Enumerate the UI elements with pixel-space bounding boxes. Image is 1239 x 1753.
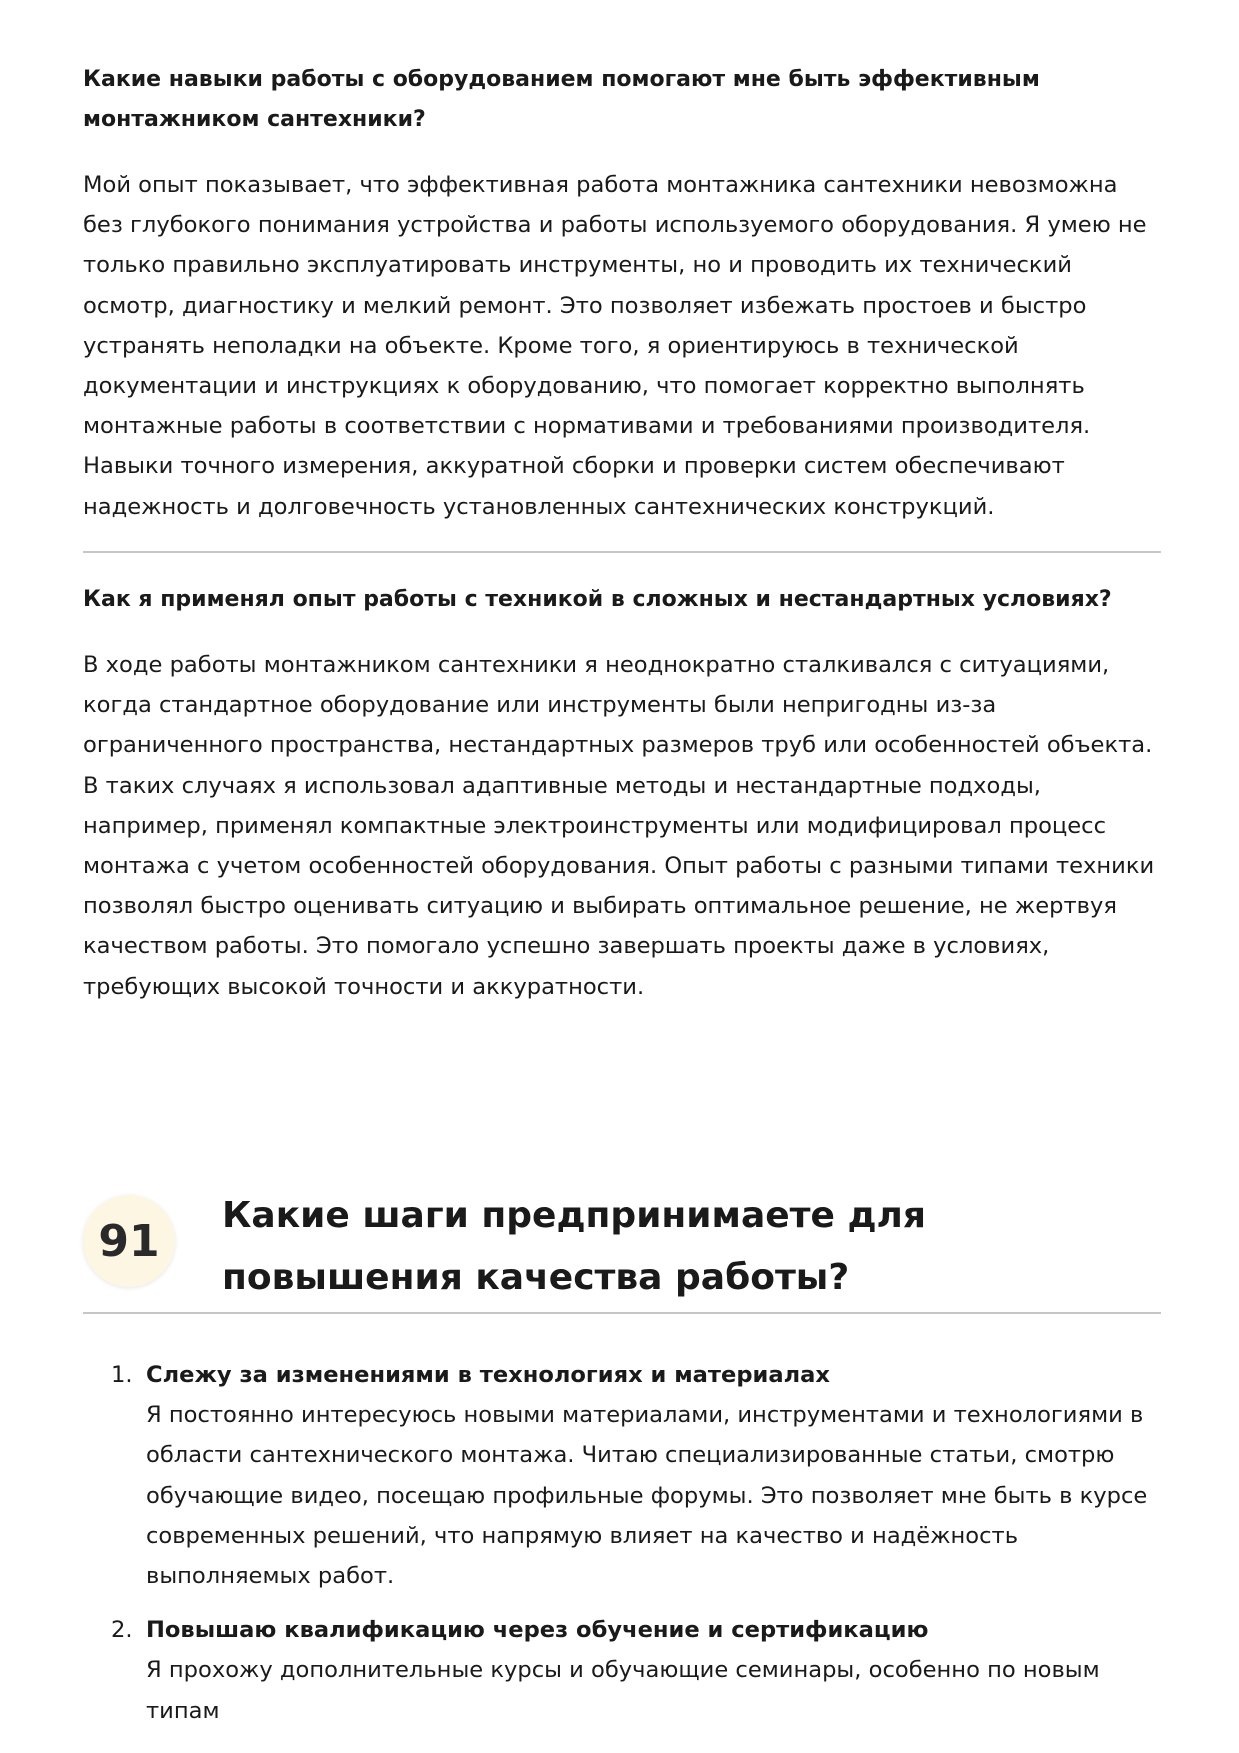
list-item <box>111 1610 1161 1731</box>
section-title: Какие шаги предпринимаете для повышения качества работы? <box>222 1195 927 1298</box>
question-2-answer: В ходе работы монтажником сантехники я неоднократно сталкивался с ситуациями, когда стандартное оборудование или инструменты были непригодны из-за ограниченного пространства, нестандартных размеров труб или особенностей объекта. В таких случаях я использовал адаптивные методы и нестандартные подходы, например, применял компактные электроинструменты или модифицировал процесс монтажа с учетом особенностей оборудования. Опыт работы с разными типами техники позволял быстро оценивать ситуацию и выбирать оптимальное решение, не жертвуя качеством работы. Это помогало успешно завершать проекты даже в условиях, требующих высокой точности и аккуратности. <box>83 652 1155 1000</box>
list-item-number: 1. <box>111 1362 133 1388</box>
list-item-title: Повышаю квалификацию через обучение и сертификацию <box>146 1617 929 1644</box>
section-divider <box>83 551 1161 553</box>
list-item <box>111 1355 1161 1596</box>
question-1-title: Какие навыки работы с оборудованием помогают мне быть эффективным монтажником сантехники? <box>83 67 1040 132</box>
question-number-badge: 91 <box>83 1195 175 1287</box>
question-1-answer: Мой опыт показывает, что эффективная работа монтажника сантехники невозможна без глубокого понимания устройства и работы используемого оборудования. Я умею не только правильно эксплуатировать инструменты, но и проводить их технический осмотр, диагностику и мелкий ремонт. Это позволяет избежать простоев и быстро устранять неполадки на объекте. Кроме того, я ориентируюсь в технической документации и инструкциях к оборудованию, что помогает корректно выполнять монтажные работы в соответствии с нормативами и требованиями производителя. Навыки точного измерения, аккуратной сборки и проверки систем обеспечивают надежность и долговечность установленных сантехнических конструкций. <box>83 172 1147 520</box>
steps-list <box>111 1355 1161 1745</box>
question-2-title: Как я применял опыт работы с техникой в сложных и нестандартных условиях? <box>83 587 1112 612</box>
list-item-title: Слежу за изменениями в технологиях и материалах <box>146 1362 830 1388</box>
section-title-divider <box>83 1312 1161 1314</box>
list-item-text: Я прохожу дополнительные курсы и обучающие семинары, особенно по новым типам <box>146 1657 1100 1724</box>
list-item-number: 2. <box>111 1617 133 1644</box>
list-item-text: Я постоянно интересуюсь новыми материалами, инструментами и технологиями в области сантехнического монтажа. Читаю специализированные статьи, смотрю обучающие видео, посещаю профильные форумы. Это позволяет мне быть в курсе современных решений, что напрямую влияет на качество и надёжность выполняемых работ. <box>146 1402 1148 1590</box>
